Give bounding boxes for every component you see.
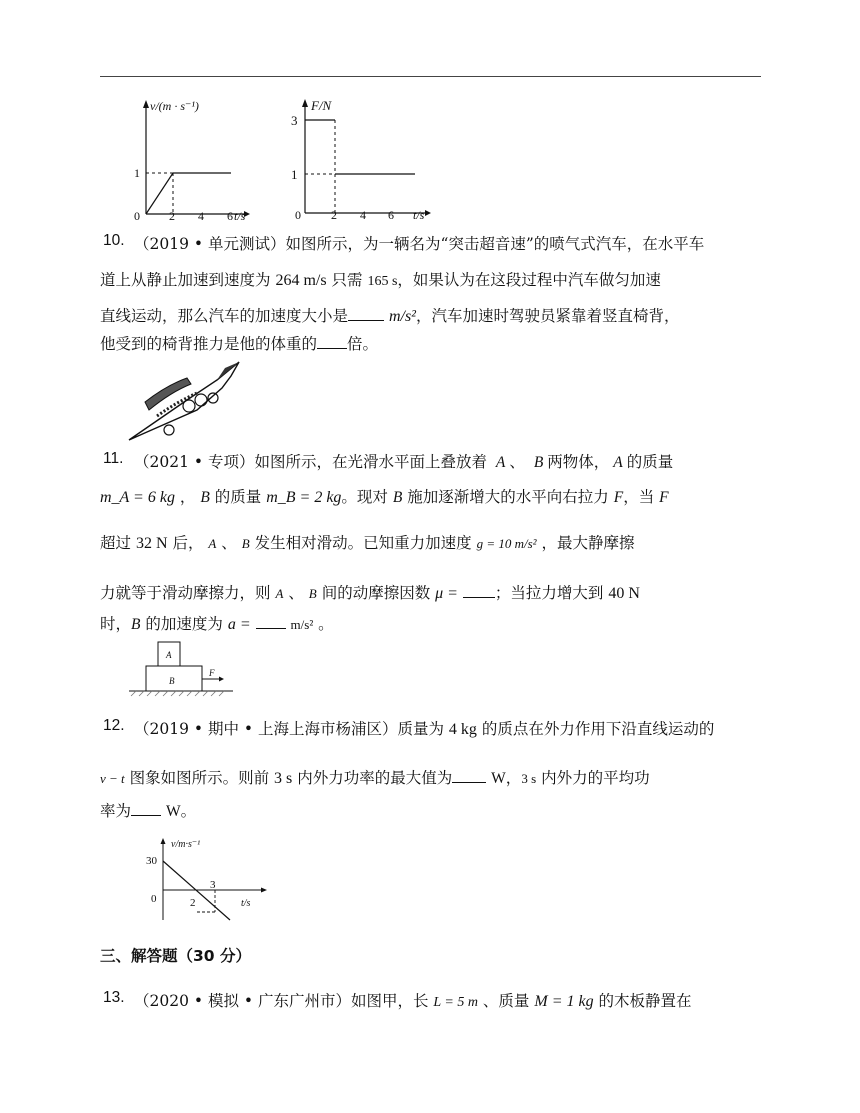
vt-y-axis-label: v/(m · s⁻¹)	[150, 99, 199, 113]
answer-blank[interactable]	[348, 306, 384, 321]
section-heading-solve: 三、解答题（30 分）	[100, 947, 251, 965]
q12-x-tick-2: 2	[190, 897, 196, 909]
q11-line-2: m_A = 6 kg ， B 的质量 m_B = 2 kg。现对 B 施加逐渐增大的水平向右拉力 F，当 F	[100, 488, 669, 506]
ft-x-tick-4: 4	[360, 208, 366, 222]
q10-line-4: 他受到的椅背推力是他的体重的 倍。	[100, 335, 379, 353]
q11-line-4: 力就等于滑动摩擦力，则 A 、 B 间的动摩擦因数 μ = ；当拉力增大到 40 N	[100, 584, 640, 602]
vt-x-tick-4: 4	[198, 209, 204, 223]
question-number: 13.	[103, 989, 125, 1006]
vt-x-axis-label: t/s	[234, 209, 246, 223]
vt-y-tick: 1	[134, 166, 140, 180]
q10-line-1: （2019 • 单元测试）如图所示，为一辆名为“突击超音速”的喷气式汽车，在水平车	[134, 235, 705, 253]
vt-graph-figure	[120, 94, 250, 226]
q12-line-2: v − t 图象如图所示。则前 3 s 内外力功率的最大值为 W，3 s 内外力的平均功	[100, 769, 650, 787]
block-a-label: A	[166, 650, 172, 660]
q11-line-1: （2021 • 专项）如图所示，在光滑水平面上叠放着 A 、 B 两物体， A 的质量	[134, 453, 674, 471]
answer-blank[interactable]	[463, 583, 495, 598]
q12-line-3: 率为 W。	[100, 802, 197, 820]
block-b-label: B	[169, 676, 175, 686]
ft-y-tick-3: 3	[291, 113, 298, 128]
ft-y-axis-label: F/N	[311, 98, 332, 113]
stacked-blocks-figure	[127, 640, 237, 698]
question-number: 11.	[103, 450, 124, 467]
q12-origin: 0	[151, 893, 157, 905]
ft-graph-figure	[285, 97, 435, 225]
answer-blank[interactable]	[256, 614, 286, 629]
header-rule	[100, 76, 761, 77]
ft-x-tick-6: 6	[388, 208, 394, 222]
q12-x-tick-3: 3	[210, 879, 216, 891]
q10-line-3: 直线运动，那么汽车的加速度大小是 m/s²，汽车加速时驾驶员紧靠着竖直椅背，	[100, 307, 680, 325]
ft-y-tick-1: 1	[291, 167, 298, 182]
q10-line-2: 道上从静止加速到速度为 264 m/s 只需 165 s，如果认为在这段过程中汽车做匀加速	[100, 271, 661, 289]
q12-vt-graph-figure	[143, 836, 268, 924]
vt-x-tick-2: 2	[169, 209, 175, 223]
answer-blank[interactable]	[131, 801, 161, 816]
q12-y-axis-label: v/m·s⁻¹	[171, 839, 201, 850]
ft-x-tick-0: 0	[295, 208, 301, 222]
vt-x-tick-6: 6	[227, 209, 233, 223]
question-number: 12.	[103, 717, 125, 734]
question-number: 10.	[103, 232, 125, 249]
ft-x-axis-label: t/s	[413, 208, 425, 222]
answer-blank[interactable]	[317, 334, 347, 349]
q13-line-1: （2020 • 模拟 • 广东广州市）如图甲，长 L = 5 m 、质量 M = 1 kg 的木板静置在	[134, 992, 692, 1010]
jet-car-illustration	[127, 360, 242, 445]
q12-x-axis-label: t/s	[241, 898, 251, 909]
answer-blank[interactable]	[452, 768, 486, 783]
q12-y-tick-30: 30	[146, 855, 157, 867]
q11-line-5: 时，B 的加速度为 a = m/s² 。	[100, 615, 334, 633]
q11-line-3: 超过 32 N 后， A 、 B 发生相对滑动。已知重力加速度 g = 10 m/s² ，最大静摩擦	[100, 534, 635, 552]
vt-x-tick-0: 0	[134, 209, 140, 223]
q12-line-1: （2019 • 期中 • 上海上海市杨浦区）质量为 4 kg 的质点在外力作用下沿直线运动的	[134, 720, 715, 738]
force-f-label: F	[209, 668, 215, 678]
ft-x-tick-2: 2	[331, 208, 337, 222]
